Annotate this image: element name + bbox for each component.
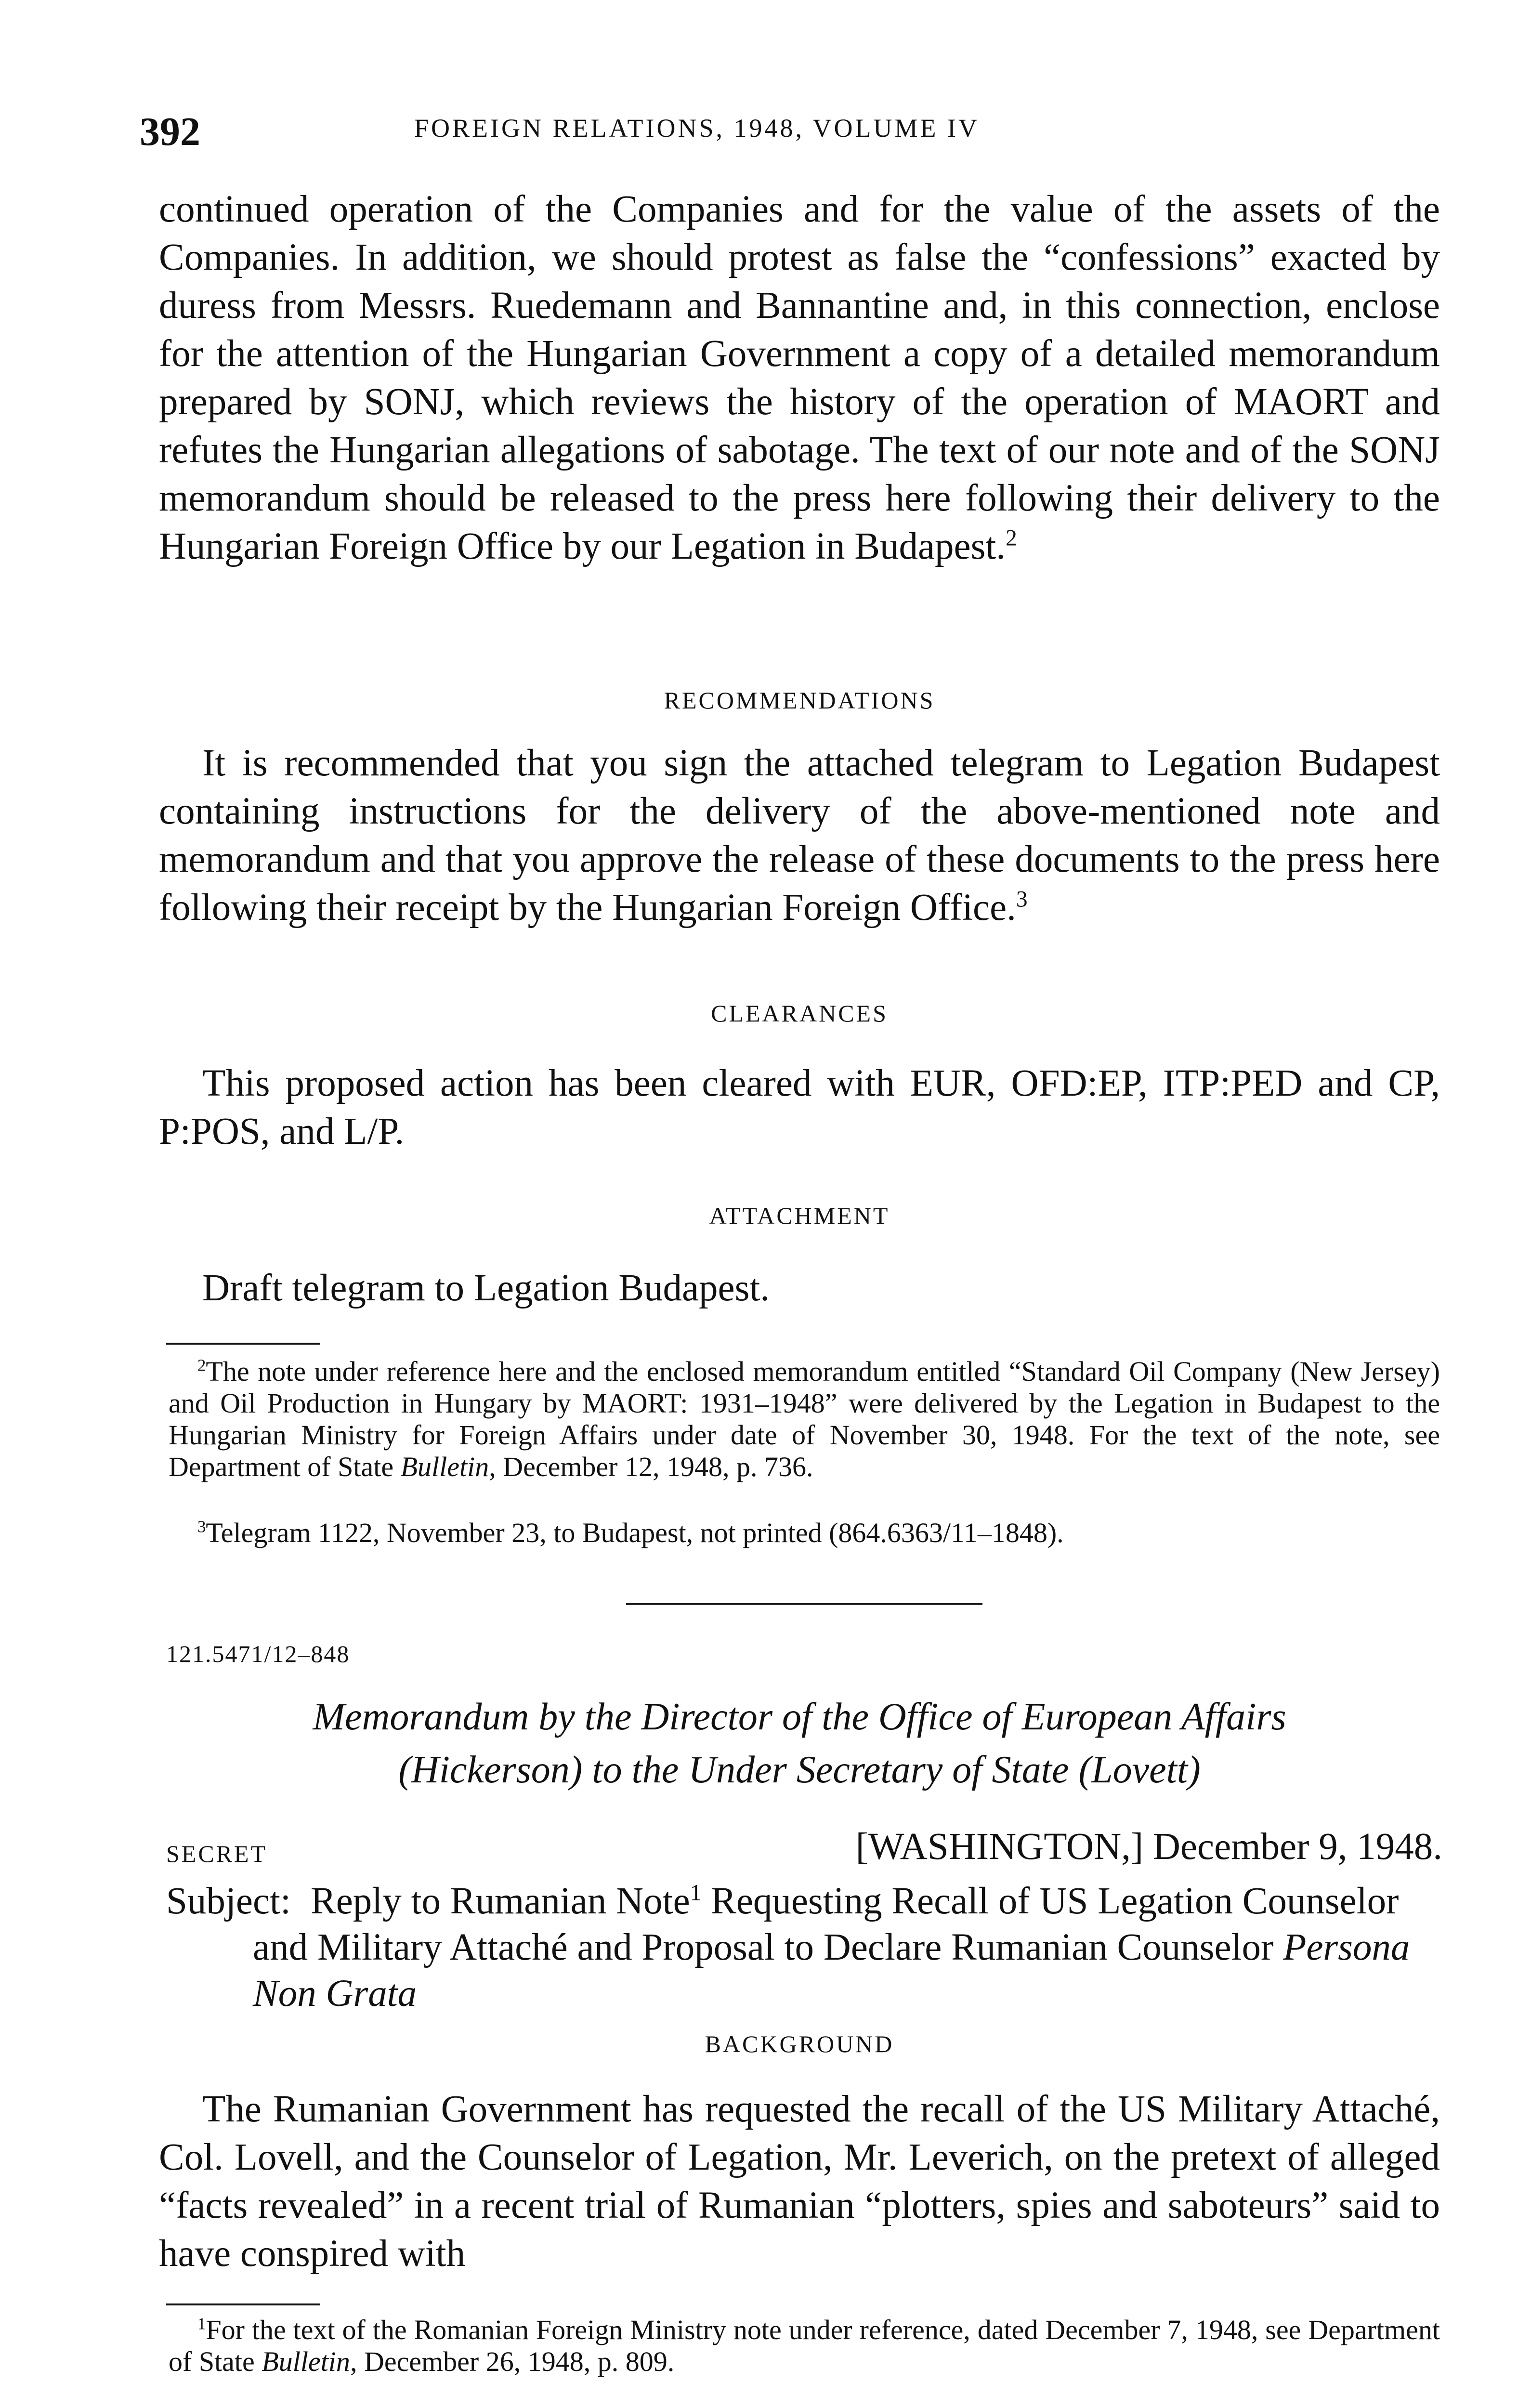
footnote-ref: 1 <box>690 1880 702 1906</box>
subject-italic: Persona Non Grata <box>253 1926 1410 2015</box>
footnote-mark: 1 <box>197 2314 206 2333</box>
heading-clearances: CLEARANCES <box>711 1000 888 1027</box>
footnote-italic: Bulletin <box>400 1451 489 1482</box>
paragraph-text: continued operation of the Companies and for the value of the assets of the Companies. In addition, we should protest as false the “confessions” exacted by duress from Messrs. Ruedemann and Bannantine and, in this connection, enclose for the attention of the Hungarian Government a copy of a detailed memorandum prepared by SONJ, which reviews the history of the operation of MAORT and refutes the Hungarian allegations of sabotage. The text of our note and of the SONJ memorandum should be released to the press here following their delivery to the Hungarian Foreign Office by our Legation in Budapest. <box>159 188 1440 567</box>
footnote-3 <box>169 1517 1440 1549</box>
paragraph-text: This proposed action has been cleared with EUR, OFD:EP, ITP:PED and CP, P:POS, and L/P. <box>159 1062 1440 1152</box>
heading-background: BACKGROUND <box>705 2030 894 2057</box>
subject-text-b: Requesting Recall of US Legation Counselor and Military Attaché and Proposal to Declare Rumanian Counselor <box>253 1880 1399 1968</box>
paragraph-clearances <box>159 1060 1440 1156</box>
footnote-ref: 2 <box>1006 525 1017 551</box>
heading-attachment: ATTACHMENT <box>709 1202 890 1229</box>
footnote-italic: Bulletin <box>262 2346 350 2377</box>
footnote-text: , December 12, 1948, p. 736. <box>489 1451 813 1482</box>
footnote-mark: 2 <box>197 1356 206 1375</box>
footnote-rule <box>166 2303 320 2305</box>
section-divider <box>626 1603 982 1605</box>
footnote-text: , December 26, 1948, p. 809. <box>350 2346 675 2377</box>
paragraph-continuation <box>159 185 1440 571</box>
subject-text-a: Reply to Rumanian Note <box>311 1880 690 1922</box>
paragraph-recommendations <box>159 739 1440 932</box>
footnote-1 <box>169 2314 1440 2378</box>
file-number: 121.5471/12–848 <box>166 1640 350 1667</box>
running-head: FOREIGN RELATIONS, 1948, VOLUME IV <box>414 114 980 143</box>
memo-title-line-2: (Hickerson) to the Under Secretary of State (Lovett) <box>398 1749 1201 1791</box>
place-date: [WASHINGTON,] December 9, 1948. <box>855 1826 1442 1868</box>
subject-text <box>166 1878 1442 2017</box>
page-number: 392 <box>140 109 200 154</box>
footnote-text: Telegram 1122, November 23, to Budapest, not printed (864.6363/11–1848). <box>206 1517 1064 1548</box>
subject-label: Subject: <box>166 1880 291 1922</box>
paragraph-text: It is recommended that you sign the attached telegram to Legation Budapest containing instructions for the delivery of the above-mentioned note and memorandum and that you approve the release of these documents to the press here following their receipt by the Hungarian Foreign Office. <box>159 742 1440 929</box>
page-header <box>140 108 1450 161</box>
footnote-mark: 3 <box>197 1517 206 1536</box>
footnote-rule <box>166 1343 320 1345</box>
paragraph-text: Draft telegram to Legation Budapest. <box>202 1267 770 1309</box>
footnote-ref: 3 <box>1016 887 1028 912</box>
footnote-2 <box>169 1356 1440 1483</box>
memo-title <box>159 1690 1440 1796</box>
dateline <box>166 1825 1442 1873</box>
heading-recommendations: RECOMMENDATIONS <box>664 687 935 714</box>
paragraph-attachment <box>159 1264 1440 1312</box>
paragraph-text: The Rumanian Government has requested the recall of the US Military Attaché, Col. Lovell, and the Counselor of Legation, Mr. Leverich, on the pretext of alleged “facts revealed” in a recent trial of Rumanian “plotters, spies and saboteurs” said to have conspired with <box>159 2088 1440 2275</box>
paragraph-background <box>159 2085 1440 2278</box>
footnote-text: The note under reference here and the enclosed memorandum entitled “Standard Oil Company (New Jersey) and Oil Production in Hungary by MAORT: 1931–1948” were delivered by the Legation in Budapest to the Hungarian Ministry for Foreign Affairs under date of November 30, 1948. For the text of the note, see Department of State <box>169 1356 1440 1482</box>
memo-title-line-1: Memorandum by the Director of the Office of European Affairs <box>313 1696 1286 1738</box>
footnote-text: For the text of the Romanian Foreign Ministry note under reference, dated December 7, 1948, see Department of State <box>169 2314 1440 2377</box>
subject-block <box>166 1878 1442 2017</box>
classification-label: SECRET <box>166 1840 268 1867</box>
